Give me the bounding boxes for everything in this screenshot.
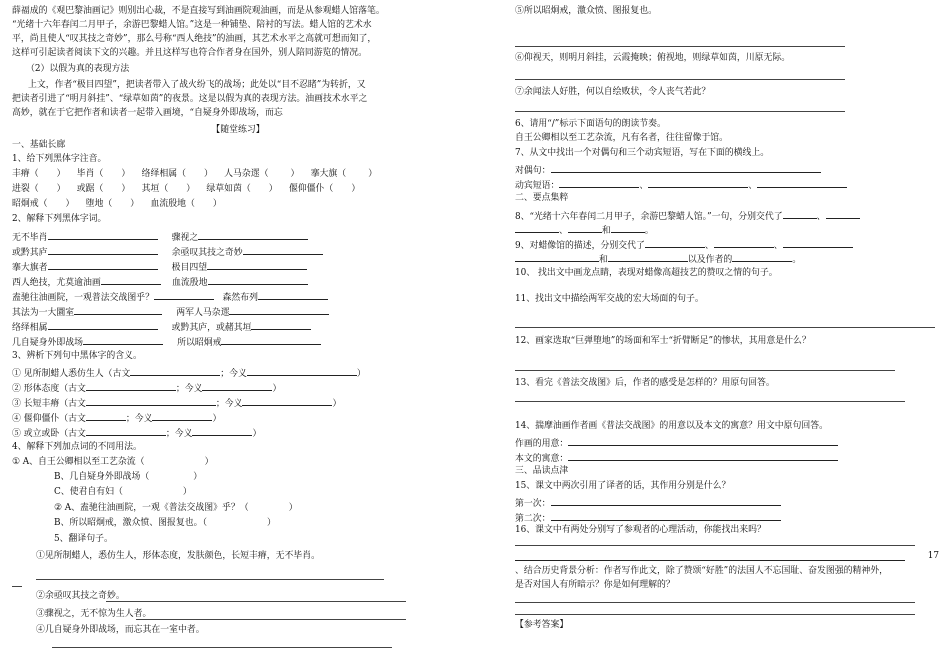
translate-2: ②余亟叹其技之奇妙。 xyxy=(36,591,125,601)
intro-line-6: 上文，作者“极目四望”，把读者带入了战火纷飞的战场；此处以“目不忍睹”为转折，又 xyxy=(28,80,366,90)
answer-line xyxy=(36,579,384,580)
question-7: 7、从文中找出一个对偶句和三个动宾短语，写在下面的横线上。 xyxy=(515,148,770,158)
section-3-heading: 三、品读点津 xyxy=(515,466,569,476)
intro-line-8: 高妙，就在于它把作者和读者一起带入画境，“自疑身外即战场，而忘 xyxy=(12,108,283,118)
intro-line-2: “光绪十六年春闰二月甲子，余游巴黎蜡人馆。”这是一种铺垫、陪衬的写法。蜡人馆的艺术水 xyxy=(12,20,372,30)
usage-2a: ② A、盍驰往油画院，一观《普法交战图》乎？（ ） xyxy=(54,503,298,513)
word-row-8: 几自疑身外即战场 所以昭炯戒 xyxy=(12,335,321,349)
question-16: 16、课文中有两处分别写了参观者的心理活动，你能找出来吗？ xyxy=(515,525,766,535)
meaning-row-1: ① 见所制蜡人悉仿生人（古文 ；今义 ） xyxy=(12,366,366,380)
meaning-row-5: ⑤ 或立或卧（古文 ；今义 ） xyxy=(12,426,261,440)
question-9: 9、对蜡像馆的描述，分别交代了 、 、 xyxy=(515,238,853,252)
question-17-line-2: 是否对国人有所暗示？你是如何理解的？ xyxy=(515,580,675,590)
question-1: 1、给下列黑体字注音。 xyxy=(12,154,107,164)
intro-line-7: 把读者引进了“明月斜挂”、“绿草如茵”的夜景。这是以假为真的表现方法。油画技术水平之 xyxy=(12,94,368,104)
question-14-b: 本文的寓意： xyxy=(515,451,838,465)
question-17-number: 17 xyxy=(927,551,939,561)
meaning-row-3: ③ 长短丰瘠（古文 ；今义 ） xyxy=(12,396,341,410)
word-row-6: 其法为一大圜室 两军人马杂遝 xyxy=(12,305,329,319)
question-6: 6、请用“/”标示下面语句的朗读节奏。 xyxy=(515,119,666,129)
word-row-2: 或黔其庐 余亟叹其技之奇妙 xyxy=(12,245,323,259)
question-3: 3、辨析下列句中黑体字的含义。 xyxy=(12,351,142,361)
answer-line xyxy=(515,401,905,402)
translate-3: ③骤视之，无不惊为生人者。 xyxy=(36,609,152,619)
question-10: 10、 找出文中画龙点睛，表现对蜡像高超技艺的赞叹之情的句子。 xyxy=(515,268,778,278)
question-5: 5、翻译句子。 xyxy=(54,534,113,544)
answer-line xyxy=(515,614,915,615)
question-17-line-1: 、结合历史背景分析：作者写作此文，除了赞颂“好胜”的法国人不忘国耻、奋发图强的精神外， xyxy=(515,566,888,576)
question-15-a: 第一次： xyxy=(515,496,781,510)
pinyin-row-2: 进裂（ ） 或踞（ ） 其垣（ ） 绿草如茵（ ） 偃仰僵仆（ ） xyxy=(12,184,361,194)
question-4: 4、解释下列加点词的不同用法。 xyxy=(12,442,142,452)
intro-line-3: 平，尚且使人“叹其技之奇妙”，那么号称“西人绝技”的油画，其艺术水平之高就可想而知了， xyxy=(12,34,377,44)
word-row-5: 盍驰往油画院，一观普法交战图乎？ 森然布列 xyxy=(12,290,328,304)
dongbin-line: 动宾短语： 、 、 xyxy=(515,178,847,192)
question-15-b: 第二次： xyxy=(515,511,781,525)
reference-answers-heading: 【参考答案】 xyxy=(515,620,569,630)
translate-6: ⑥仰视天，则明月斜挂，云霞掩映；俯视地，则绿草如茵，川原无际。 xyxy=(515,53,791,63)
translate-1: ①见所制蜡人，悉仿生人，形体态度，发肤颜色，长短丰瘠，无不毕肖。 xyxy=(36,551,320,561)
intro-line-1: 薛福成的《观巴黎油画记》则别出心裁，不是直接写到油画院观油画，而是从参观蜡人馆落笔。 xyxy=(12,6,385,16)
subheading-false-as-real: （2）以假为真的表现方法 xyxy=(26,64,130,74)
answer-line xyxy=(515,602,915,603)
translate-7: ⑦余闻法人好胜，何以自绘败状，令人丧气若此？ xyxy=(515,87,711,97)
question-6-text: 自王公卿相以至工艺杂流，凡有名者，往往留像于馆。 xyxy=(515,133,728,143)
question-11: 11、找出文中描绘两军交战的宏大场面的句子。 xyxy=(515,294,704,304)
basics-heading: 一、基础长廊 xyxy=(12,140,66,150)
word-row-1: 无不毕肖 骤视之 xyxy=(12,230,308,244)
section-title: 【随堂练习】 xyxy=(211,125,265,135)
section-2-heading: 二、要点集粹 xyxy=(515,193,569,203)
translate-4: ④几自疑身外即战场，而忘其在一室中者。 xyxy=(36,625,205,635)
answer-line xyxy=(515,545,915,546)
question-13: 13、看完《普法交战图》后，作者的感受是怎样的？用原句回答。 xyxy=(515,378,775,388)
word-row-7: 络绎相属 或黔其庐，或赭其垣 xyxy=(12,320,311,334)
pinyin-row-1: 丰瘠（ ） 毕肖（ ） 络绎相属（ ） 人马杂遝（ ） 搴大旗（ ） xyxy=(12,169,378,179)
answer-line xyxy=(106,601,406,602)
intro-line-4: 这样可引起读者阅读下文的兴趣。并且这样写也符合作者身在国外，别人陪同游览的情况。 xyxy=(12,48,367,58)
answer-line xyxy=(12,586,22,587)
question-17-number-line xyxy=(515,551,939,565)
question-8: 8、“光绪十六年春闰二月甲子，余游巴黎蜡人馆。”一句，分别交代了 、 xyxy=(515,209,860,223)
usage-1b: B、几自疑身外即战场（ ） xyxy=(54,472,203,482)
meaning-row-4: ④ 偃仰僵仆（古文 ；今义 ） xyxy=(12,411,221,425)
usage-1c: C、使君自有妇（ ） xyxy=(54,487,192,497)
question-9-cont: 和 以及作者的 。 xyxy=(515,252,801,266)
question-14-a: 作画的用意： xyxy=(515,436,838,450)
pinyin-row-3: 昭炯戒（ ） 堕地（ ） 血流殷地（ ） xyxy=(12,199,222,209)
usage-1a: ① A、自王公卿相以至工艺杂流（ ） xyxy=(12,457,214,467)
answer-line xyxy=(136,619,406,620)
duiou-line: 对偶句： xyxy=(515,163,821,177)
question-2: 2、解释下列黑体字词。 xyxy=(12,214,107,224)
answer-line xyxy=(515,46,845,47)
answer-line xyxy=(515,370,895,371)
question-8-cont: 、 和 。 xyxy=(515,223,654,237)
question-12: 12、画家选取“巨弹堕地”的场面和军士“折臂断足”的惨状，其用意是什么？ xyxy=(515,336,811,346)
usage-2b: B、所以昭炯戒，激众愤、图报复也。（ ） xyxy=(54,518,276,528)
answer-line xyxy=(515,327,935,328)
question-15: 15、课文中两次引用了译者的话，其作用分别是什么？ xyxy=(515,481,731,491)
answer-line xyxy=(515,111,845,112)
translate-5: ⑤所以昭炯戒，激众愤、图报复也。 xyxy=(515,6,657,16)
meaning-row-2: ② 形体态度（古文 ；今义 ） xyxy=(12,381,281,395)
question-14: 14、揣摩油画作者画《普法交战图》的用意以及本文的寓意？用文中原句回答。 xyxy=(515,421,829,431)
word-row-3: 搴大旗者 极目四望 xyxy=(12,260,307,274)
answer-line xyxy=(515,79,845,80)
word-row-4: 西人绝技，尤莫逾油画 血流殷地 xyxy=(12,275,308,289)
answer-line xyxy=(52,647,392,648)
